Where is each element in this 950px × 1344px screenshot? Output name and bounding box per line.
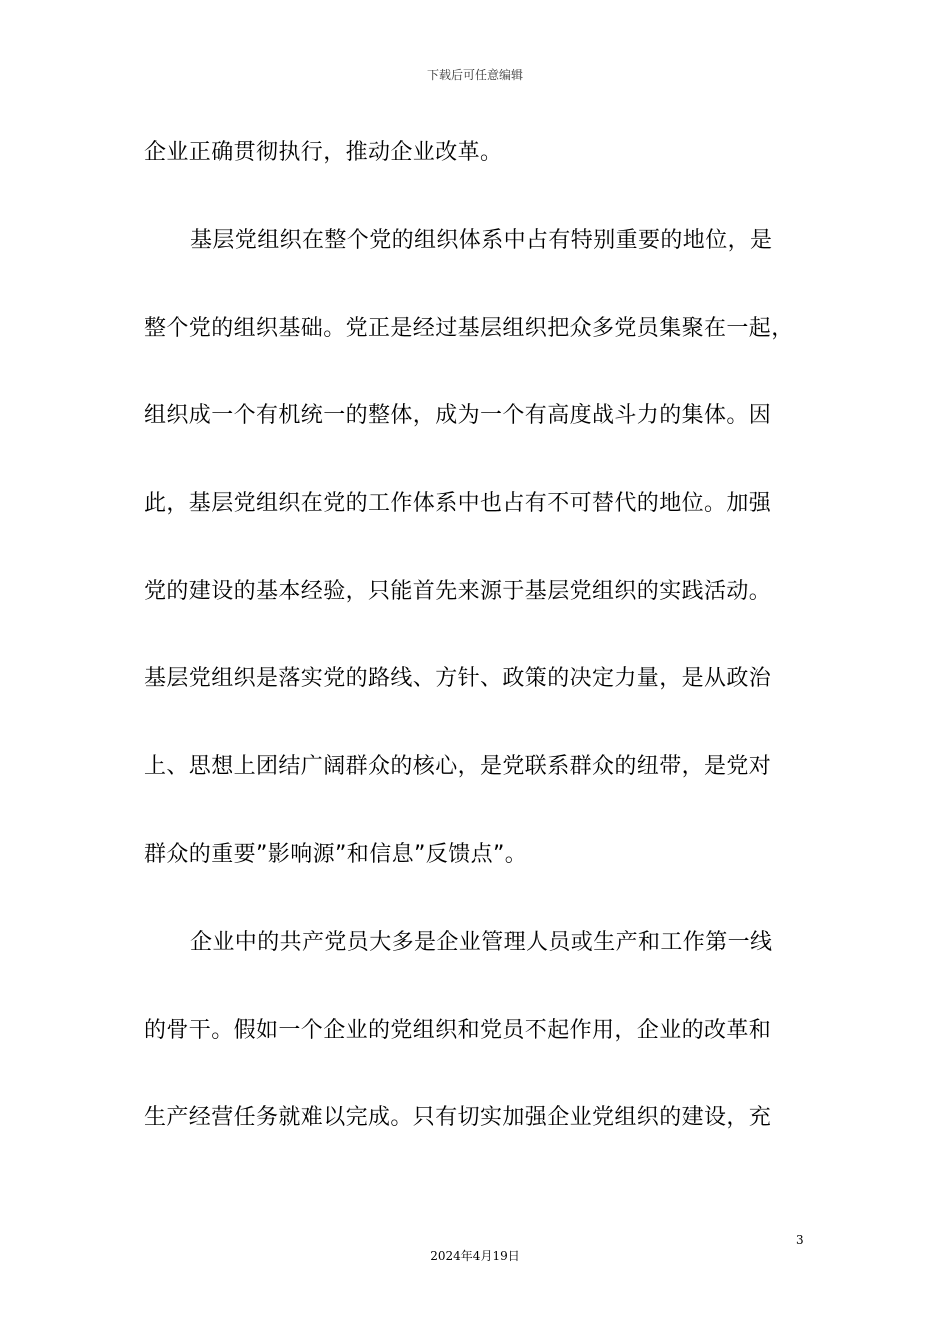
header-note: 下载后可任意编辑 — [426, 68, 523, 82]
paragraph-line: 的骨干。假如一个企业的党组织和党员不起作用，企业的改革和 — [144, 1017, 772, 1043]
paragraph-line: 组织成一个有机统一的整体，成为一个有高度战斗力的集体。因 — [144, 403, 772, 429]
paragraph-line: 上、思想上团结广阔群众的核心，是党联系群众的纽带，是党对 — [144, 754, 772, 780]
paragraph-line: 企业正确贯彻执行，推动企业改革。 — [144, 140, 503, 165]
paragraph-line: 党的建设的基本经验，只能首先来源于基层党组织的实践活动。 — [144, 578, 772, 604]
paragraph-line: 基层党组织在整个党的组织体系中占有特别重要的地位，是 — [190, 228, 773, 253]
paragraph-line: 整个党的组织基础。党正是经过基层组织把众多党员集聚在一起， — [144, 315, 794, 341]
paragraph-line: 企业中的共产党员大多是企业管理人员或生产和工作第一线 — [190, 929, 773, 955]
body-text — [144, 131, 810, 1184]
paragraph-line: 此，基层党组织在党的工作体系中也占有不可替代的地位。加强 — [144, 491, 772, 517]
paragraph-line: 基层党组织是落实党的路线、方针、政策的决定力量，是从政治 — [144, 666, 772, 692]
paragraph-line: 群众的重要”影响源”和信息”反馈点”。 — [144, 841, 528, 867]
page-number: 3 — [796, 1233, 804, 1247]
paragraph-line: 生产经营任务就难以完成。只有切实加强企业党组织的建设，充 — [144, 1105, 772, 1131]
footer-date: 2024年4月19日 — [430, 1249, 520, 1263]
